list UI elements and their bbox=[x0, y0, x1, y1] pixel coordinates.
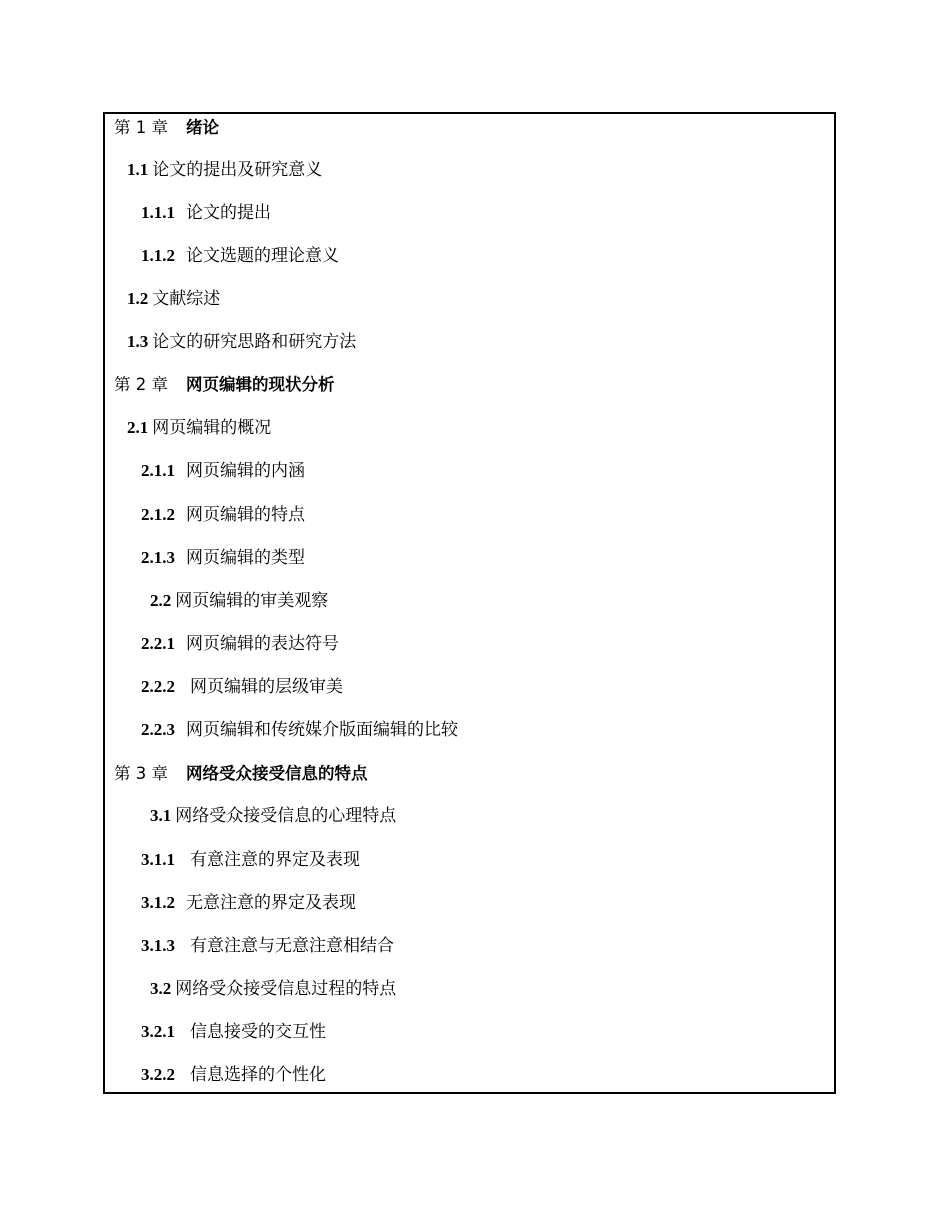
toc-number: 1.1.1 bbox=[141, 203, 175, 222]
toc-number: 2.1.1 bbox=[141, 461, 175, 480]
toc-title: 网页编辑的审美观察 bbox=[175, 591, 329, 610]
toc-title: 网页编辑的现状分析 bbox=[186, 375, 335, 394]
table-of-contents bbox=[103, 112, 836, 1094]
toc-title: 网页编辑的特点 bbox=[186, 505, 305, 524]
toc-number: 3.1.2 bbox=[141, 893, 175, 912]
toc-chapter-1[interactable] bbox=[105, 116, 219, 140]
toc-title: 文献综述 bbox=[152, 289, 221, 308]
toc-number: 1.3 bbox=[127, 332, 149, 351]
toc-section-1-3[interactable] bbox=[105, 330, 356, 354]
toc-subsection-2-1-1[interactable] bbox=[105, 459, 305, 483]
toc-section-3-2[interactable] bbox=[105, 977, 396, 1001]
toc-title: 论文的提出及研究意义 bbox=[152, 160, 323, 179]
toc-subsection-2-2-2[interactable] bbox=[105, 675, 343, 699]
toc-number: 1.1 bbox=[127, 160, 149, 179]
toc-number: 2.1.3 bbox=[141, 548, 175, 567]
toc-title: 有意注意的界定及表现 bbox=[190, 850, 360, 869]
toc-chapter-2[interactable] bbox=[105, 373, 335, 397]
toc-title: 有意注意与无意注意相结合 bbox=[190, 936, 394, 955]
toc-title: 信息选择的个性化 bbox=[190, 1065, 326, 1084]
toc-section-2-1[interactable] bbox=[105, 416, 271, 440]
toc-subsection-2-1-3[interactable] bbox=[105, 546, 305, 570]
toc-chapter-3[interactable] bbox=[105, 762, 368, 786]
toc-section-1-1[interactable] bbox=[105, 158, 322, 182]
toc-title: 信息接受的交互性 bbox=[190, 1022, 326, 1041]
toc-title: 网页编辑的表达符号 bbox=[186, 634, 339, 653]
toc-number: 3.1 bbox=[150, 806, 172, 825]
toc-number: 2.2 bbox=[150, 591, 172, 610]
toc-section-3-1[interactable] bbox=[105, 804, 396, 828]
toc-number: 2.1.2 bbox=[141, 505, 175, 524]
toc-subsection-2-2-1[interactable] bbox=[105, 632, 339, 656]
toc-subsection-1-1-2[interactable] bbox=[105, 244, 339, 268]
toc-section-1-2[interactable] bbox=[105, 287, 220, 311]
toc-number: 3.1.1 bbox=[141, 850, 175, 869]
toc-title: 网页编辑的类型 bbox=[186, 548, 305, 567]
toc-title: 网页编辑的层级审美 bbox=[190, 677, 343, 696]
toc-number: 1.2 bbox=[127, 289, 149, 308]
toc-number: 第 2 章 bbox=[114, 375, 168, 394]
toc-subsection-3-2-1[interactable] bbox=[105, 1020, 326, 1044]
toc-title: 无意注意的界定及表现 bbox=[186, 893, 356, 912]
toc-subsection-1-1-1[interactable] bbox=[105, 201, 271, 225]
toc-section-2-2[interactable] bbox=[105, 589, 328, 613]
toc-title: 论文选题的理论意义 bbox=[186, 246, 339, 265]
toc-number: 1.1.2 bbox=[141, 246, 175, 265]
toc-title: 论文的研究思路和研究方法 bbox=[152, 332, 357, 351]
toc-title: 网页编辑的概况 bbox=[152, 418, 272, 437]
toc-title: 网络受众接受信息过程的特点 bbox=[175, 979, 397, 998]
toc-number: 第 1 章 bbox=[114, 118, 168, 137]
toc-number: 3.2 bbox=[150, 979, 172, 998]
toc-title: 论文的提出 bbox=[186, 203, 271, 222]
toc-number: 2.2.3 bbox=[141, 720, 175, 739]
toc-subsection-3-1-3[interactable] bbox=[105, 934, 394, 958]
toc-subsection-2-2-3[interactable] bbox=[105, 718, 458, 742]
toc-number: 2.2.1 bbox=[141, 634, 175, 653]
toc-subsection-2-1-2[interactable] bbox=[105, 503, 305, 527]
toc-number: 第 3 章 bbox=[114, 764, 168, 783]
toc-number: 2.1 bbox=[127, 418, 149, 437]
toc-title: 绪论 bbox=[186, 118, 219, 137]
toc-subsection-3-1-2[interactable] bbox=[105, 891, 356, 915]
toc-number: 3.2.2 bbox=[141, 1065, 175, 1084]
toc-title: 网络受众接受信息的特点 bbox=[186, 764, 368, 783]
toc-number: 2.2.2 bbox=[141, 677, 175, 696]
toc-number: 3.1.3 bbox=[141, 936, 175, 955]
toc-title: 网页编辑的内涵 bbox=[186, 461, 305, 480]
toc-number: 3.2.1 bbox=[141, 1022, 175, 1041]
toc-subsection-3-1-1[interactable] bbox=[105, 848, 360, 872]
toc-subsection-3-2-2[interactable] bbox=[105, 1063, 326, 1087]
toc-title: 网络受众接受信息的心理特点 bbox=[175, 806, 397, 825]
toc-title: 网页编辑和传统媒介版面编辑的比较 bbox=[186, 720, 458, 739]
